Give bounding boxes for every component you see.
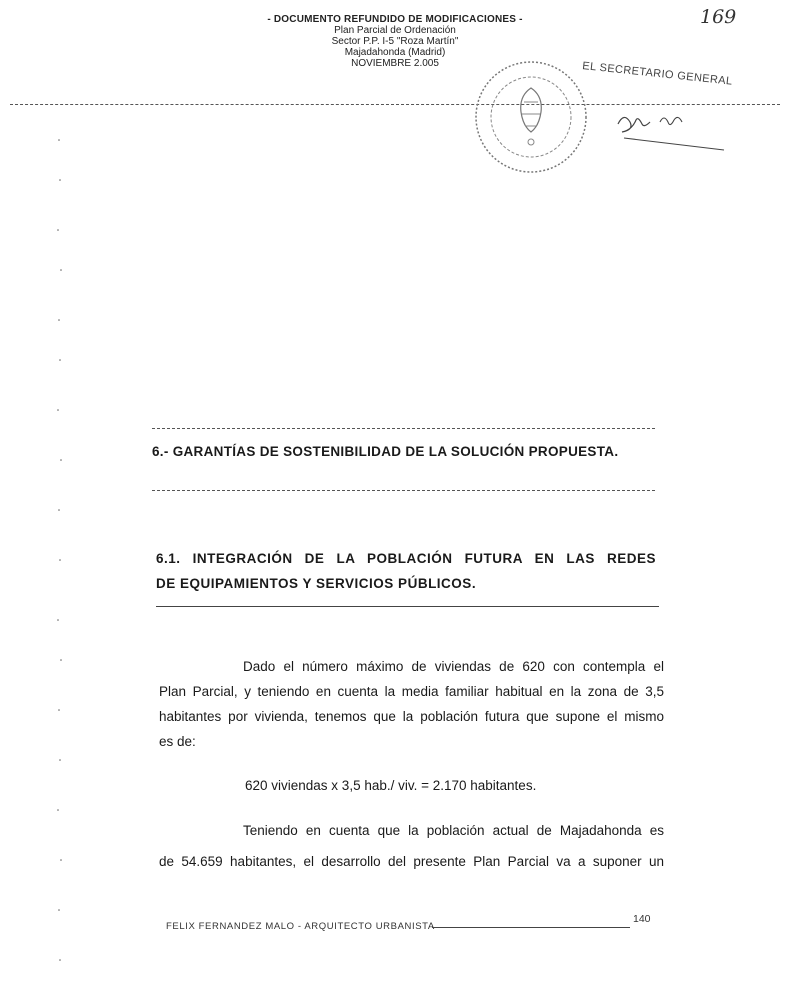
subsection-title-line2: DE EQUIPAMIENTOS Y SERVICIOS PÚBLICOS. (156, 576, 477, 591)
paragraph-1-text-1: Dado el número máximo de viviendas de 620 con contempla el (243, 659, 664, 674)
paragraph-2-line-1 (159, 818, 664, 843)
paragraph-2-line-2: de 54.659 habitantes, el desarrollo del presente Plan Parcial va a suponer un (159, 854, 664, 869)
section-rule-bottom (152, 490, 655, 491)
footer-rule (432, 927, 630, 928)
header-location: Majadahonda (Madrid) (344, 47, 446, 58)
header-title: - DOCUMENTO REFUNDIDO DE MODIFICACIONES - (267, 14, 523, 25)
subsection-title-line1: 6.1. INTEGRACIÓN DE LA POBLACIÓN FUTURA EN LAS REDES (156, 551, 656, 566)
header-date: NOVIEMBRE 2.005 (351, 58, 439, 69)
paragraph-1-line-2: Plan Parcial, y teniendo en cuenta la media familiar habitual en la zona de 3,5 (159, 684, 664, 699)
subsection-rule (156, 606, 659, 607)
margin-scan-marks (55, 120, 67, 980)
paragraph-2-text-1: Teniendo en cuenta que la población actual de Majadahonda es (243, 823, 664, 838)
section-title: 6.- GARANTÍAS DE SOSTENIBILIDAD DE LA SOLUCIÓN PROPUESTA. (152, 444, 619, 459)
header-plan: Plan Parcial de Ordenación (334, 25, 456, 36)
subsection-title (156, 546, 656, 596)
paragraph-1-line-1 (159, 654, 664, 679)
paragraph-1-line-4: es de: (159, 734, 196, 749)
official-stamp-seal (472, 58, 590, 176)
footer-page-number: 140 (633, 913, 651, 925)
section-rule-top (152, 428, 655, 429)
paragraph-1-line-3: habitantes por vivienda, tenemos que la población futura que supone el mismo (159, 709, 664, 724)
population-formula: 620 viviendas x 3,5 hab./ viv. = 2.170 habitantes. (245, 778, 537, 793)
handwritten-page-number: 169 (700, 6, 737, 28)
footer-author: FELIX FERNANDEZ MALO - ARQUITECTO URBANISTA (166, 921, 435, 932)
header-sector: Sector P.P. I-5 "Roza Martín" (331, 36, 459, 47)
handwritten-signature (600, 100, 730, 160)
secretario-general-label: EL SECRETARIO GENERAL (581, 60, 734, 88)
